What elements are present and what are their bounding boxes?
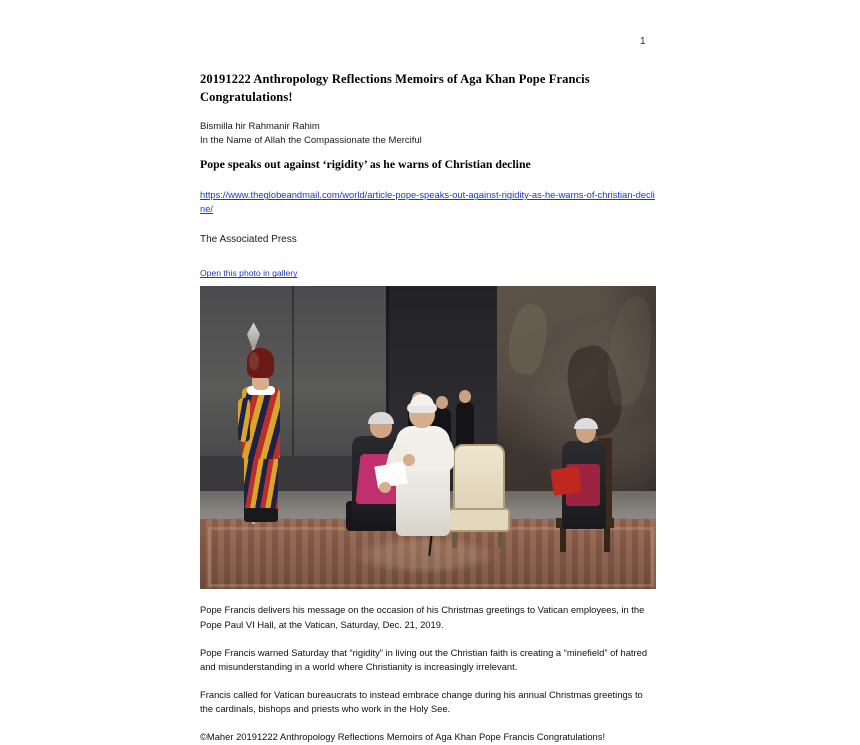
photo-right-cleric-hair: [574, 418, 598, 429]
photo-seated-cleric-hair: [368, 412, 394, 424]
open-photo-in-gallery-link[interactable]: Open this photo in gallery: [200, 268, 298, 279]
photo-right-chair-leg-2: [560, 526, 566, 552]
article-photo: [200, 286, 656, 589]
photo-carpet-medallion: [350, 536, 500, 574]
photo-right-cleric-red-folder: [550, 467, 581, 497]
photo-right-chair-leg: [604, 526, 610, 552]
article-byline: The Associated Press: [200, 234, 297, 246]
source-url-link[interactable]: https://www.theglobeandmail.com/world/article-pope-speaks-out-against-rigidity-as-he-warns-of-christian-decline/: [200, 189, 655, 215]
page-title: 20191222 Anthropology Reflections Memoirs of Aga Khan Pope Francis Congratulations!: [200, 72, 590, 105]
bismillah-block: [200, 120, 658, 147]
photo-wall-seam: [292, 286, 294, 456]
photo-guard-legs: [244, 456, 278, 512]
document-content: [200, 70, 658, 744]
photo-guard-boots: [244, 508, 278, 522]
photo-caption: Pope Francis delivers his message on the occasion of his Christmas greetings to Vatican employees, in the Pope Paul VI Hall, at the Vatican, Saturday, Dec. 21, 2019.: [200, 604, 645, 630]
bismillah-english: In the Name of Allah the Compassionate the Merciful: [200, 134, 422, 146]
article-paragraph-1: Pope Francis warned Saturday that “rigidity” in living out the Christian faith is creating a “minefield” of hatred and misunderstanding in a world where Christianity is increasingly irrelevant.: [200, 646, 648, 672]
article-headline: Pope speaks out against ‘rigidity’ as he warns of Christian decline: [200, 157, 531, 172]
photo-guard-arm: [238, 398, 250, 442]
page-number: 1: [640, 36, 646, 47]
article-paragraph-2: Francis called for Vatican bureaucrats to instead embrace change during his annual Christmas greetings to the cardinals, bishops and priests who work in the Holy See.: [200, 688, 643, 714]
photo-guard-face: [253, 376, 269, 390]
copyright-notice: ©Maher 20191222 Anthropology Reflections Memoirs of Aga Khan Pope Francis Congratulations!: [200, 731, 606, 743]
photo-chair-seat: [448, 508, 510, 532]
bismillah-arabic: Bismilla hir Rahmanir Rahim: [200, 121, 320, 133]
